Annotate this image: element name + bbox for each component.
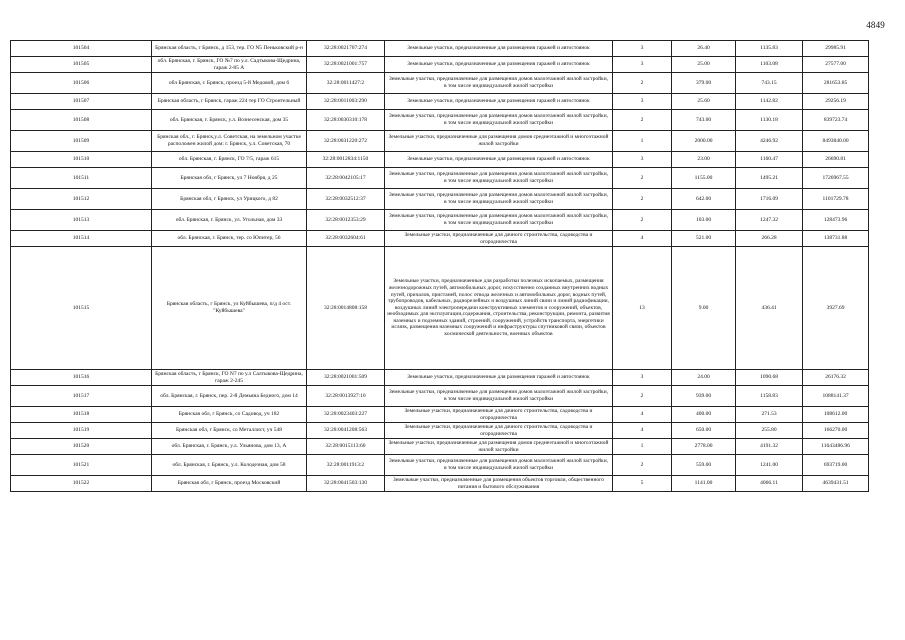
table-row [11, 370, 869, 386]
area-cell: 650.00 [672, 423, 736, 439]
area-cell: 379.00 [672, 73, 736, 94]
row-id-cell: 101522 [11, 476, 152, 492]
land-use-cell: Земельные участки, предназначенные для размещения гаражей и автостоянок [385, 41, 613, 57]
row-id-cell: 101508 [11, 110, 152, 131]
specific-value-cell: 1103.08 [736, 57, 803, 73]
cadastral-value-cell: 839723.74 [803, 110, 869, 131]
cadastral-value-cell: 108612.00 [803, 407, 869, 423]
cadastral-value-table [10, 40, 869, 492]
specific-value-cell: 1495.21 [736, 168, 803, 189]
page-number: 4849 [866, 20, 885, 30]
land-use-cell: Земельные участки, предназначенные для размещения домов малоэтажной жилой застройки, в том числе индивидуальной жилой застройки [385, 189, 613, 210]
table-row [11, 210, 869, 231]
area-cell: 521.00 [672, 231, 736, 247]
table-row [11, 189, 869, 210]
specific-value-cell: 1158.83 [736, 386, 803, 407]
cadastral-value-cell: 11643486.96 [803, 439, 869, 455]
cadastral-number-cell: 32:28:0041208:563 [307, 423, 385, 439]
table-row [11, 94, 869, 110]
table-row [11, 41, 869, 57]
group-cell: 2 [613, 455, 672, 476]
row-id-cell: 101521 [11, 455, 152, 476]
cadastral-number-cell: 32:28:0031220:272 [307, 131, 385, 152]
cadastral-number-cell: 32:28:0030310:178 [307, 110, 385, 131]
cadastral-value-cell: 8493840.00 [803, 131, 869, 152]
specific-value-cell: 1135.83 [736, 41, 803, 57]
specific-value-cell: 266.28 [736, 231, 803, 247]
address-cell: Брянская обл, г Брянск, со Садовод, уч 182 [152, 407, 307, 423]
row-id-cell: 101511 [11, 168, 152, 189]
cadastral-number-cell: 32:28:0011913:2 [307, 455, 385, 476]
row-id-cell: 101513 [11, 210, 152, 231]
row-id-cell: 101506 [11, 73, 152, 94]
cadastral-number-cell: 32:28:0032604:61 [307, 231, 385, 247]
land-use-cell: Земельные участки, предназначенные для размещения объектов торговли, общественного питания и бытового обслуживания [385, 476, 613, 492]
cadastral-value-cell: 29256.19 [803, 94, 869, 110]
cadastral-number-cell: 32:28:0012353:29 [307, 210, 385, 231]
land-use-cell: Земельные участки, предназначенные для размещения домов среднеэтажной и многоэтажной жилой застройки [385, 131, 613, 152]
table-body [11, 41, 869, 492]
address-cell: обл. Брянская, г. Брянск, у.л. Колодезная, дом 58 [152, 455, 307, 476]
table-row [11, 476, 869, 492]
area-cell: 25.60 [672, 94, 736, 110]
cadastral-number-cell: 32:28:0015113:60 [307, 439, 385, 455]
group-cell: 3 [613, 370, 672, 386]
cadastral-number-cell: 32:28:0042105:17 [307, 168, 385, 189]
cadastral-value-cell: 26690.81 [803, 152, 869, 168]
address-cell: Брянская обл, г Брянск, ул Урицкого, д 82 [152, 189, 307, 210]
cadastral-value-cell: 1088141.37 [803, 386, 869, 407]
specific-value-cell: 4066.11 [736, 476, 803, 492]
specific-value-cell: 743.15 [736, 73, 803, 94]
cadastral-number-cell: 32:28:0032512:37 [307, 189, 385, 210]
specific-value-cell: 1160.47 [736, 152, 803, 168]
group-cell: 3 [613, 57, 672, 73]
group-cell: 3 [613, 94, 672, 110]
cadastral-number-cell: 32:28:0014808:158 [307, 247, 385, 370]
specific-value-cell: 1247.32 [736, 210, 803, 231]
address-cell: обл. Брянская, г. Брянск, пер. 2-й Демьяна Бедного, дом 14 [152, 386, 307, 407]
table-row [11, 386, 869, 407]
cadastral-value-cell: 128473.96 [803, 210, 869, 231]
specific-value-cell: 4191.32 [736, 439, 803, 455]
area-cell: 743.00 [672, 110, 736, 131]
cadastral-number-cell: 32:28:0041503:130 [307, 476, 385, 492]
area-cell: 23.00 [672, 152, 736, 168]
row-id-cell: 101515 [11, 247, 152, 370]
row-id-cell: 101517 [11, 386, 152, 407]
land-use-cell: Земельные участки, предназначенные для дачного строительства, садоводства и огородничества [385, 423, 613, 439]
table-row [11, 57, 869, 73]
table-row [11, 455, 869, 476]
cadastral-value-cell: 3927.69 [803, 247, 869, 370]
address-cell: Брянская обл., г. Брянск,у.л. Советская, на земельном участке расположен жилой дом: г. Брянск, у.л. Советская, 70 [152, 131, 307, 152]
table-row [11, 423, 869, 439]
group-cell: 5 [613, 476, 672, 492]
area-cell: 939.00 [672, 386, 736, 407]
cadastral-value-cell: 4639431.51 [803, 476, 869, 492]
area-cell: 400.00 [672, 407, 736, 423]
table-row [11, 247, 869, 370]
specific-value-cell: 1090.68 [736, 370, 803, 386]
specific-value-cell: 1716.09 [736, 189, 803, 210]
group-cell: 2 [613, 210, 672, 231]
address-cell: Брянская область, г Брянск, ул Куйбышева, п/д 4 ост. "Куйбышева" [152, 247, 307, 370]
group-cell: 2 [613, 168, 672, 189]
area-cell: 2778.00 [672, 439, 736, 455]
area-cell: 1155.00 [672, 168, 736, 189]
group-cell: 2 [613, 386, 672, 407]
cadastral-value-cell: 1726967.55 [803, 168, 869, 189]
cadastral-value-cell: 693719.00 [803, 455, 869, 476]
land-use-cell: Земельные участки, предназначенные для размещения домов малоэтажной жилой застройки, в том числе индивидуальной жилой застройки [385, 168, 613, 189]
specific-value-cell: 436.41 [736, 247, 803, 370]
group-cell: 3 [613, 152, 672, 168]
land-use-cell: Земельные участки, предназначенные для размещения домов малоэтажной жилой застройки, в том числе индивидуальной жилой застройки [385, 455, 613, 476]
area-cell: 25.00 [672, 57, 736, 73]
cadastral-value-cell: 281653.85 [803, 73, 869, 94]
cadastral-number-cell: 32:28:0011003:290 [307, 94, 385, 110]
land-use-cell: Земельные участки, предназначенные для размещения домов среднеэтажной и многоэтажной жилой застройки [385, 439, 613, 455]
row-id-cell: 101512 [11, 189, 152, 210]
address-cell: Брянская обл, г Брянск, ул 7 Ноября, д 25 [152, 168, 307, 189]
address-cell: Брянская обл, г Брянск, проезд Московский [152, 476, 307, 492]
cadastral-value-cell: 27577.00 [803, 57, 869, 73]
area-cell: 559.00 [672, 455, 736, 476]
table-row [11, 152, 869, 168]
area-cell: 24.00 [672, 370, 736, 386]
land-use-cell: Земельные участки, предназначенные для размещения домов малоэтажной жилой застройки, в том числе индивидуальной жилой застройки [385, 73, 613, 94]
address-cell: обл. Брянская, г. Брянск, тер. со Юпитер, 56 [152, 231, 307, 247]
area-cell: 642.00 [672, 189, 736, 210]
address-cell: обл Брянская, г. Брянск, проезд 5-й Медовой, дом 6 [152, 73, 307, 94]
area-cell: 26.40 [672, 41, 736, 57]
area-cell: 1141.00 [672, 476, 736, 492]
cadastral-value-cell: 26176.32 [803, 370, 869, 386]
row-id-cell: 101507 [11, 94, 152, 110]
cadastral-value-cell: 138731.88 [803, 231, 869, 247]
specific-value-cell: 4246.92 [736, 131, 803, 152]
specific-value-cell: 1142.82 [736, 94, 803, 110]
land-use-cell: Земельные участки, предназначенные для размещения домов малоэтажной жилой застройки, в том числе индивидуальной жилой застройки [385, 210, 613, 231]
address-cell: обл. Брянская, г. Брянск, ГО 7/5, гараж 615 [152, 152, 307, 168]
cadastral-value-cell: 166270.00 [803, 423, 869, 439]
group-cell: 2 [613, 73, 672, 94]
address-cell: Брянская область, г Брянск, д 153, тер. ГО N5 Пеньковский р-н [152, 41, 307, 57]
table-row [11, 131, 869, 152]
area-cell: 103.00 [672, 210, 736, 231]
land-use-cell: Земельные участки, предназначенные для размещения гаражей и автостоянок [385, 57, 613, 73]
cadastral-number-cell: 32:28:0023403:227 [307, 407, 385, 423]
cadastral-value-cell: 1101729.78 [803, 189, 869, 210]
row-id-cell: 101514 [11, 231, 152, 247]
group-cell: 4 [613, 407, 672, 423]
land-use-cell: Земельные участки, предназначенные для дачного строительства, садоводства и огородничества [385, 231, 613, 247]
row-id-cell: 101505 [11, 57, 152, 73]
cadastral-value-cell: 29985.91 [803, 41, 869, 57]
land-use-cell: Земельные участки, предназначенные для дачного строительства, садоводства и огородничества [385, 407, 613, 423]
row-id-cell: 101520 [11, 439, 152, 455]
specific-value-cell: 1241.00 [736, 455, 803, 476]
table-row [11, 439, 869, 455]
address-cell: Брянская область, г Брянск, гараж 224 тер ГО Строительный [152, 94, 307, 110]
table-row [11, 73, 869, 94]
cadastral-number-cell: 32:28:0012834:1150 [307, 152, 385, 168]
cadastral-number-cell: 32:28:0013927:10 [307, 386, 385, 407]
group-cell: 2 [613, 189, 672, 210]
cadastral-number-cell: 32:28:0021001:757 [307, 57, 385, 73]
row-id-cell: 101516 [11, 370, 152, 386]
row-id-cell: 101509 [11, 131, 152, 152]
address-cell: Брянская область, г Брянск, ГО N7 по у.л Салтыкова-Щедрина, гараж 2-245 [152, 370, 307, 386]
table-row [11, 110, 869, 131]
group-cell: 4 [613, 231, 672, 247]
address-cell: обл. Брянская, г. Брянск, ул. Угольная, дом 33 [152, 210, 307, 231]
cadastral-number-cell: 32:28:0021001:509 [307, 370, 385, 386]
specific-value-cell: 255.80 [736, 423, 803, 439]
row-id-cell: 101518 [11, 407, 152, 423]
address-cell: обл. Брянская, г. Брянск, ГО №7 по у.л. Садтыкова-Щедрина, гараж 2-85 А [152, 57, 307, 73]
land-use-cell: Земельные участки, предназначенные для разработки полезных ископаемых, размещения железнодорожных путей, автомобильных дорог, искусственно созданных внутренних водных путей, причалов, пристаней, полос отвода железных и автомобильных дорог, водных путей, трубопроводов, кабельных, радиорелейных и воздушных линий связи и линий радиофикации, воздушных линий электропередачи конструктивных элементов и сооружений, объектов, необходимых для эксплуатации,содержания, строительства, реконструкции, ремонта, развития наземных и подземных зданий, строений, сооружений, устройств транспорта, энергетики ислязк, размещения наземных сооружений и инфраструктуры спутниковой связи, объектов космической деятельности, военных объектов [385, 247, 613, 370]
address-cell: обл. Брянская, г. Брянск, у.л. Ульянова, дом 13, А [152, 439, 307, 455]
group-cell: 1 [613, 439, 672, 455]
address-cell: обл. Брянская, г. Брянск, у.л. Вознесенская, дом 35 [152, 110, 307, 131]
group-cell: 13 [613, 247, 672, 370]
area-cell: 9.00 [672, 247, 736, 370]
group-cell: 3 [613, 41, 672, 57]
address-cell: Брянская обл, г Брянск, со Металлист, уч 548 [152, 423, 307, 439]
land-use-cell: Земельные участки, предназначенные для размещения домов малоэтажной жилой застройки, в том числе индивидуальной жилой застройки [385, 110, 613, 131]
row-id-cell: 101504 [11, 41, 152, 57]
cadastral-number-cell: 32:28:0021707:274 [307, 41, 385, 57]
land-use-cell: Земельные участки, предназначенные для размещения гаражей и автостоянок [385, 152, 613, 168]
row-id-cell: 101510 [11, 152, 152, 168]
land-use-cell: Земельные участки, предназначенные для размещения гаражей и автостоянок [385, 94, 613, 110]
land-use-cell: Земельные участки, предназначенные для размещения гаражей и автостоянок [385, 370, 613, 386]
table-row [11, 407, 869, 423]
group-cell: 4 [613, 423, 672, 439]
row-id-cell: 101519 [11, 423, 152, 439]
group-cell: 2 [613, 110, 672, 131]
specific-value-cell: 271.53 [736, 407, 803, 423]
group-cell: 1 [613, 131, 672, 152]
area-cell: 2000.00 [672, 131, 736, 152]
specific-value-cell: 1130.18 [736, 110, 803, 131]
cadastral-number-cell: 32:28:0011427:2 [307, 73, 385, 94]
table-row [11, 231, 869, 247]
table-row [11, 168, 869, 189]
land-use-cell: Земельные участки, предназначенные для размещения домов малоэтажной жилой застройки, в том числе индивидуальной жилой застройки [385, 386, 613, 407]
